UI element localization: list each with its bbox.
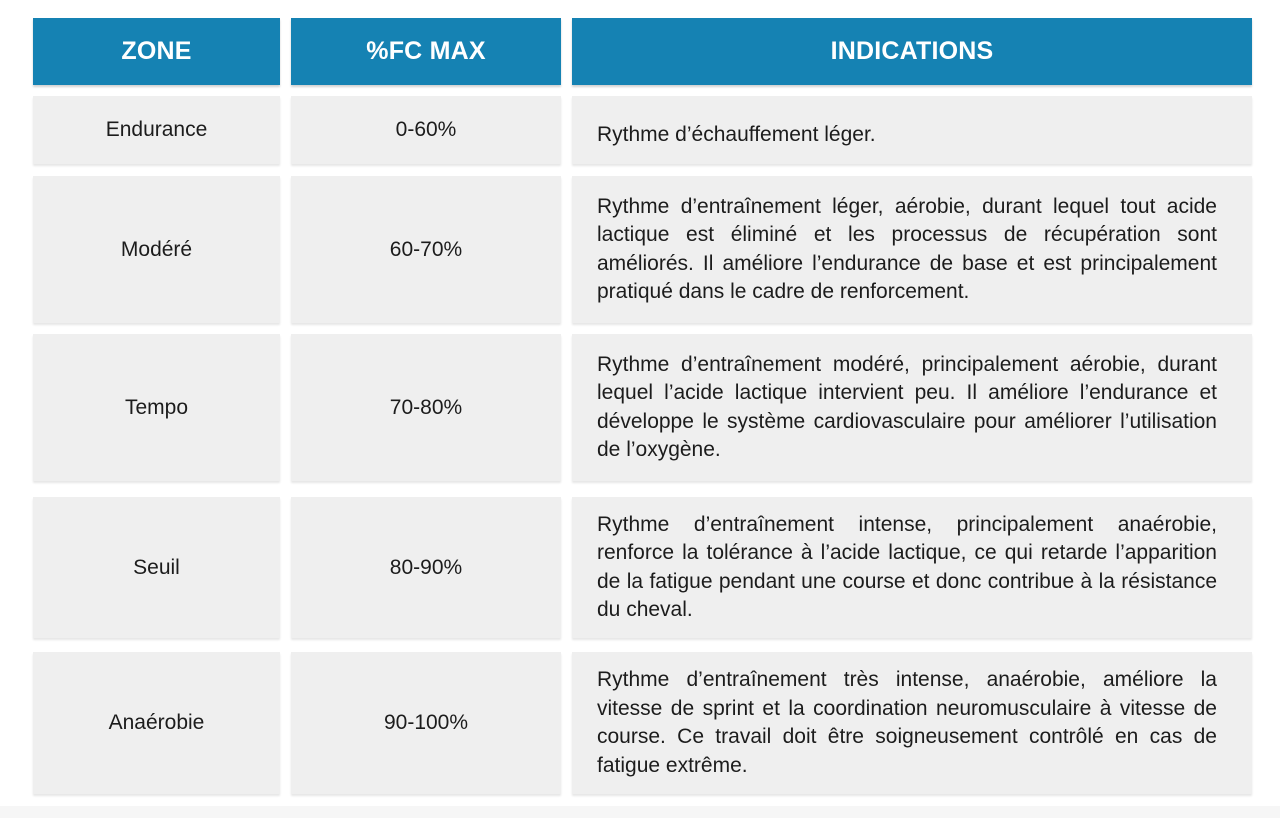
zone-name: Endurance [105,118,208,141]
table-row-zone [33,652,280,794]
table-row-fc [291,96,561,164]
fc-range: 60-70% [389,237,463,261]
table-row-zone [33,96,280,164]
header-fc-max-label: %FC MAX [366,37,486,65]
table-row-fc [291,652,561,794]
zone-name: Seuil [133,555,180,579]
header-fc-max [291,18,561,85]
indication-text: Rythme d’entraînement léger, aérobie, durant lequel tout acide lactique est éliminé et les processus de récupération sont améliorés. Il améliore l’endurance de base et est principalement pratiqué dans le cadre de renforcement. [597,194,1217,303]
header-zone-label: ZONE [121,37,192,65]
table-row-zone [33,497,280,638]
indication-text: Rythme d’entraînement modéré, principalement aérobie, durant lequel l’acide lactique intervient peu. Il améliore l’endurance et développe le système cardiovasculaire pour améliorer l’utilisation de l’oxygène. [597,352,1217,461]
fc-range: 90-100% [383,711,469,734]
table-row-indication [572,334,1252,481]
zone-name: Modéré [120,237,193,261]
indication-text: Rythme d’échauffement léger. [597,122,876,146]
indication-text: Rythme d’entraînement intense, principalement anaérobie, renforce la tolérance à l’acide lactique, ce qui retarde l’apparition de la fatigue pendant une course et donc contribue à la résistance du cheval. [597,512,1217,621]
header-indications-label: INDICATIONS [830,37,994,65]
indication-text: Rythme d’entraînement très intense, anaérobie, améliore la vitesse de sprint et la coordination neuromusculaire à vitesse de course. Ce travail doit être soigneusement contrôlé en cas de fatigue extrême. [597,668,1217,777]
table-row-fc [291,497,561,638]
table-row-fc [291,334,561,481]
zone-name: Anaérobie [108,711,205,734]
table-row-indication [572,96,1252,164]
table-row-fc [291,176,561,323]
zone-name: Tempo [124,395,189,419]
fc-range: 0-60% [395,118,457,141]
fc-range: 80-90% [389,555,463,579]
table-row-zone [33,176,280,323]
header-zone [33,18,280,85]
page-bottom-band [0,806,1280,818]
header-indications [572,18,1252,85]
table-row-indication [572,497,1252,638]
fc-range: 70-80% [389,395,463,419]
table-row-zone [33,334,280,481]
table-row-indication [572,652,1252,794]
table-row-indication [572,176,1252,323]
